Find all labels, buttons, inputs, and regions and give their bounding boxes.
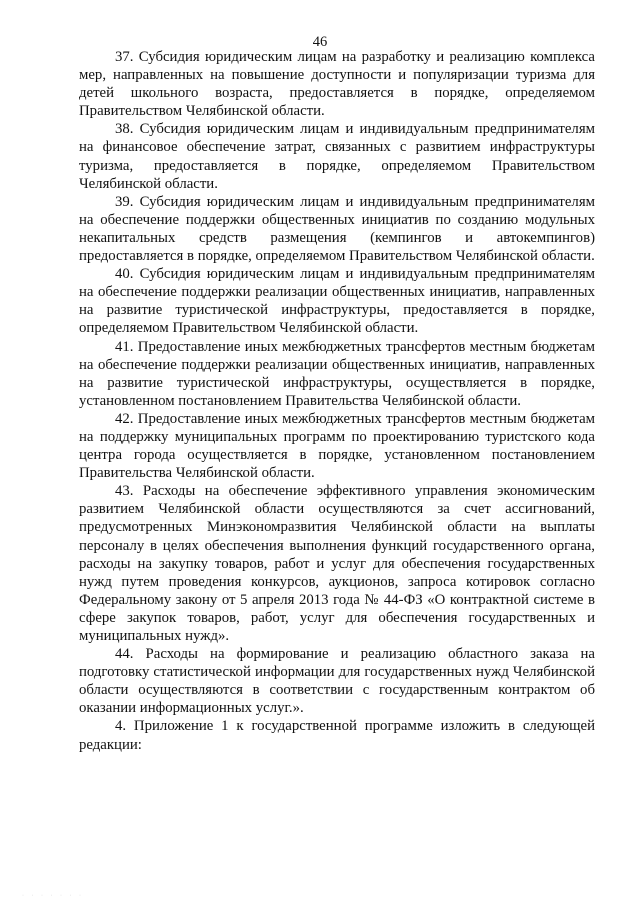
- paragraph-43: 43. Расходы на обеспечение эффективного управления экономическим развитием Челябинской области осуществляются за счет ассигнований, предусмотренных Минэкономразвития Челябинской области на выплаты персоналу в целях обеспечения выполнения функций государственного органа, расходы на закупку товаров, работ и услуг для обеспечения государственных нужд путем проведения конкурсов, аукционов, запроса котировок согласно Федеральному закону от 5 апреля 2013 года № 44-ФЗ «О контрактной системе в сфере закупок товаров, работ, услуг для обеспечения государственных и муниципальных нужд».: [79, 483, 595, 644]
- paragraph-38: 38. Субсидия юридическим лицам и индивидуальным предпринимателям на финансовое обеспечение затрат, связанных с развитием инфраструктуры туризма, предоставляется в порядке, определяемом Правительством Челябинской области.: [79, 121, 595, 192]
- paragraph-44: 44. Расходы на формирование и реализацию областного заказа на подготовку статистической информации для государственных нужд Челябинской области осуществляются в соответствии с государственным контрактом об оказании информационных услуг.».: [79, 646, 595, 717]
- document-body: [79, 48, 595, 754]
- paragraph-item-4: 4. Приложение 1 к государственной программе изложить в следующей редакции:: [79, 718, 595, 753]
- paragraph-37: 37. Субсидия юридическим лицам на разработку и реализацию комплекса мер, направленных на повышение доступности и популяризации туризма для детей школьного возраста, предоставляется в порядке, определяемом Правительством Челябинской области.: [79, 49, 595, 120]
- paragraph-41: 41. Предоставление иных межбюджетных трансфертов местным бюджетам на обеспечение поддержки реализации общественных инициатив, направленных на развитие туристической инфраструктуры, осуществляется в порядке, установленном постановлением Правительства Челябинской области.: [79, 338, 595, 409]
- paragraph-39: 39. Субсидия юридическим лицам и индивидуальным предпринимателям на обеспечение поддержки общественных инициатив по созданию модульных некапитальных средств размещения (кемпингов и автокемпингов) предоставляется в порядке, определяемом Правительством Челябинской области.: [79, 193, 595, 265]
- paragraph-42: 42. Предоставление иных межбюджетных трансфертов местным бюджетам на поддержку муниципальных программ по проектированию туристского кода центра города осуществляется в порядке, установленном постановлением Правительства Челябинской области.: [79, 410, 595, 482]
- paragraph-40: 40. Субсидия юридическим лицам и индивидуальным предпринимателям на обеспечение поддержки реализации общественных инициатив, направленных на развитие туристической инфраструктуры, предоставляется в порядке, определяемом Правительством Челябинской области.: [79, 266, 595, 337]
- scan-artifact: · · · · · · ·: [22, 893, 84, 899]
- page-number: 46: [312, 34, 328, 50]
